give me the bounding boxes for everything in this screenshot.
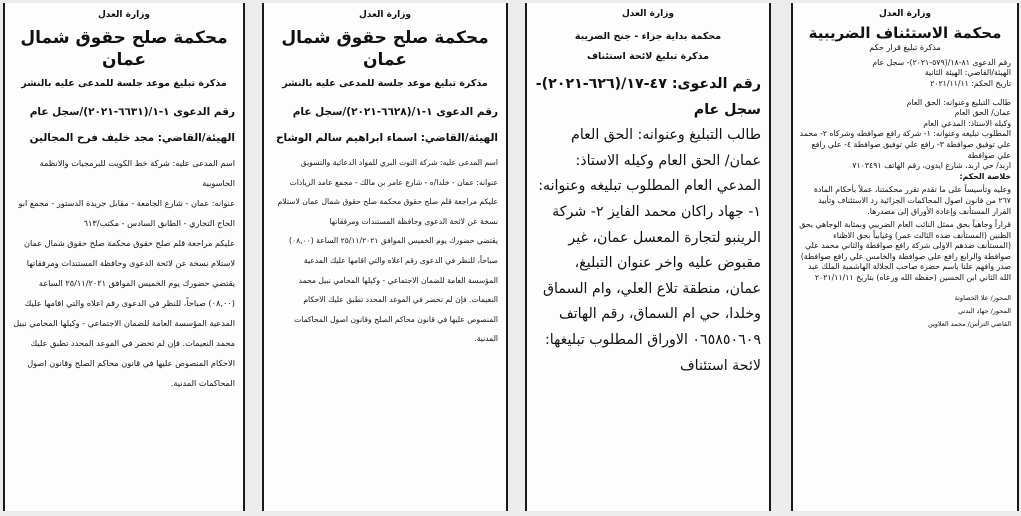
notice-type: مذكرة تبليغ موعد جلسة للمدعى عليه بالنشر: [282, 78, 488, 89]
body-line: عنوانه: عمان - خلدا/ه - شارع عامر بن مالك - مجمع عامد الزيادات: [289, 177, 498, 187]
notice-type: مذكرة تبليغ موعد جلسة للمدعى عليه بالنشر: [21, 78, 227, 89]
ministry-name: وزارة العدل: [358, 10, 412, 20]
signature: المحور/ علا الخصاونة: [954, 293, 1011, 302]
body-line: عليكم مراجعة قلم صلح حقوق محكمة صلح حقوق شمال عمان لاستلام نسخة عن لائحة الدعوى وحافظة المستندات ومرفقاتها: [277, 197, 498, 226]
notice-type: مذكرة تبليغ لائحة استئناف: [586, 51, 710, 62]
signature: القاضي الترأس/ محمد العلاوين: [928, 319, 1011, 328]
panel: الهيئة/القاضي: مجد خليف فرح المجالين: [29, 132, 235, 144]
case-number: رقم الدعوى ١-١/(٦٦٢٨-٢٠٢١)/سجل عام: [292, 106, 498, 118]
body-line: طالب التبليغ وعنوانه: الحق العام: [906, 97, 1011, 107]
body-line: عليكم مراجعة قلم صلح حقوق محكمة صلح حقوق شمال عمان لاستلام نسخة عن لائحة الدعوى وحافظة المستندات ومرفقاتها: [23, 238, 235, 268]
body-line: قراراً وجاهياً بحق ممثل النائب العام الضريبي وبمثابة الوجاهي بحق الظنين (المستأنف ضده الثالث عمر) وغيابياً بحق الاظناء (المستأنف ضدهم الاولى شركة رافع صوافطة والثاني محمد علي صوافطة والرابع رافع علي صوافطة والخامس علي رافع صوافطة) صدر وافهم علنا باسم حضرة صاحب الجلالة الهاشمية الملك عبد الله الثاني ابن الحسين (حفظه الله ورعاه) بتاريخ ٢٠٢١/١١/١١: [799, 220, 1011, 283]
ministry-name: وزارة العدل: [621, 9, 675, 19]
body-line: خلاصة الحكم:: [959, 171, 1011, 181]
notice-magistrate-court-6631: [3, 3, 245, 511]
ministry-name: وزارة العدل: [878, 9, 932, 19]
body-line: عنوانه: عمان - شارع الجامعة - مقابل جريدة الدستور - مجمع ابو الحاج التجاري - الطابق السادس - مكتب/٦١٣: [18, 198, 235, 228]
body-line: يقتضي حضورك يوم الخميس الموافق ٢٥/١١/٢٠٢١ الساعة (٠٨,٠٠) صباحاً، للنظر في الدعوى رقم اعلاه والتي اقامها عليك المدعية المؤسسة العامة للضمان الاجتماعي - وكيلها المحامي نبيل محمد النعيمات. فإن لم تحضر في الموعد المحدد تطبق عليك الاحكام المنصوص عليها في قانون محاكم الصلح وقانون اصول المحاكمات المدنية.: [289, 236, 498, 344]
body-line: المطلوب تبليغه وعنوانه: ١- شركة رافع صوافطه وشركاه ٢- محمد علي توفيق صوافطة ٣- رافع علي توفيق صوافطة ٤- علي رافع علي صوافطة: [799, 129, 1011, 160]
notice-magistrate-court-6628: [262, 3, 508, 511]
judgment-date: تاريخ الحكم: ٢٠٢١/١١/١١: [930, 78, 1011, 88]
body-line: اسم المدعى عليه: شركة التوت البري للمواد الدعائية والتسويق: [300, 158, 498, 167]
body-line: اسم المدعى عليه: شركة خط الكويت للبرمجيات والانظمة الحاسوبية: [39, 158, 235, 188]
body-line: عمان/ الحق العام: [954, 108, 1011, 118]
signatures: [799, 294, 1011, 329]
case-number: رقم الدعوى ١-١/(٦٦٣١-٢٠٢١)/سجل عام: [29, 106, 235, 118]
body-line: وكيله الاستاذ: المدعي العام: [923, 118, 1011, 128]
body-line: يقتضي حضورك يوم الخميس الموافق ٢٥/١١/٢٠٢١ الساعة (٠٨,٠٠) صباحاً، للنظر في الدعوى رقم اعلاه والتي اقامها عليك المدعية المؤسسة العامة للضمان الاجتماعي - وكيلها المحامي نبيل محمد النعيمات. فإن لم تحضر في الموعد المحدد تطبق عليك الاحكام المنصوص عليها في قانون محاكم الصلح وقانون اصول المحاكمات المدنية.: [13, 278, 235, 388]
panel: الهيئة/القاضي: اسماء ابراهيم سالم الوشاح: [275, 132, 498, 144]
body-line: اربد/ حي اربد، شارع ايدون، رقم الهاتف ٧١٠٣٤٩١: [852, 161, 1011, 171]
notice-type: مذكرة تبليغ قرار حكم: [869, 43, 941, 53]
notice-first-instance-tax-court: [525, 3, 771, 511]
body-line: وعليه وتأسيساً على ما تقدم تقرر محكمتنا، عملاً بأحكام المادة ٢٦٧ من قانون اصول المحاكمات الجزائية رد الاستئناف وتأييد القرار المستأنف وإعادة الأوراق إلى مصدرها.: [813, 185, 1011, 216]
court-name: محكمة الاستئناف الضريبية: [808, 23, 1002, 42]
court-name: محكمة بداية جزاء - جنح الضريبة: [574, 31, 722, 42]
court-name: محكمة صلح حقوق شمال عمان: [281, 28, 489, 70]
court-name: محكمة صلح حقوق شمال عمان: [20, 28, 228, 70]
signature: المحور/ جهاد البدني: [958, 306, 1011, 315]
case-number: رقم الدعوى ٨١-١٨/(٥٧٩-٢٠٢١)- سجل عام: [872, 57, 1011, 67]
notice-tax-appeal-court: [791, 3, 1019, 511]
notice-body: [799, 98, 1011, 284]
case-number: رقم الدعوى: ٤٧-١٧/(٦٢٦-٢٠٢١)- سجل عام: [535, 76, 761, 118]
ministry-name: وزارة العدل: [97, 10, 151, 20]
panel: الهيئة/القاضي: الهيئة الثانية: [924, 68, 1011, 78]
notice-body: طالب التبليغ وعنوانه: الحق العام عمان/ الحق العام وكيله الاستاذ: المدعي العام المطلوب تبليغه وعنوانه: ١- جهاد راكان محمد الفايز ٢- شركة الرينبو لتجارة المعسل عمان، غير مقبوض عليه واخر عنوان التبليغ، عمان، منطقة تلاع العلي، وام السماق وخلدا، حي ام السماق، رقم الهاتف ٠٦٥٨٥٠٦٠٩ الاوراق المطلوب تبليغها: لائحة استئناف: [538, 127, 761, 374]
